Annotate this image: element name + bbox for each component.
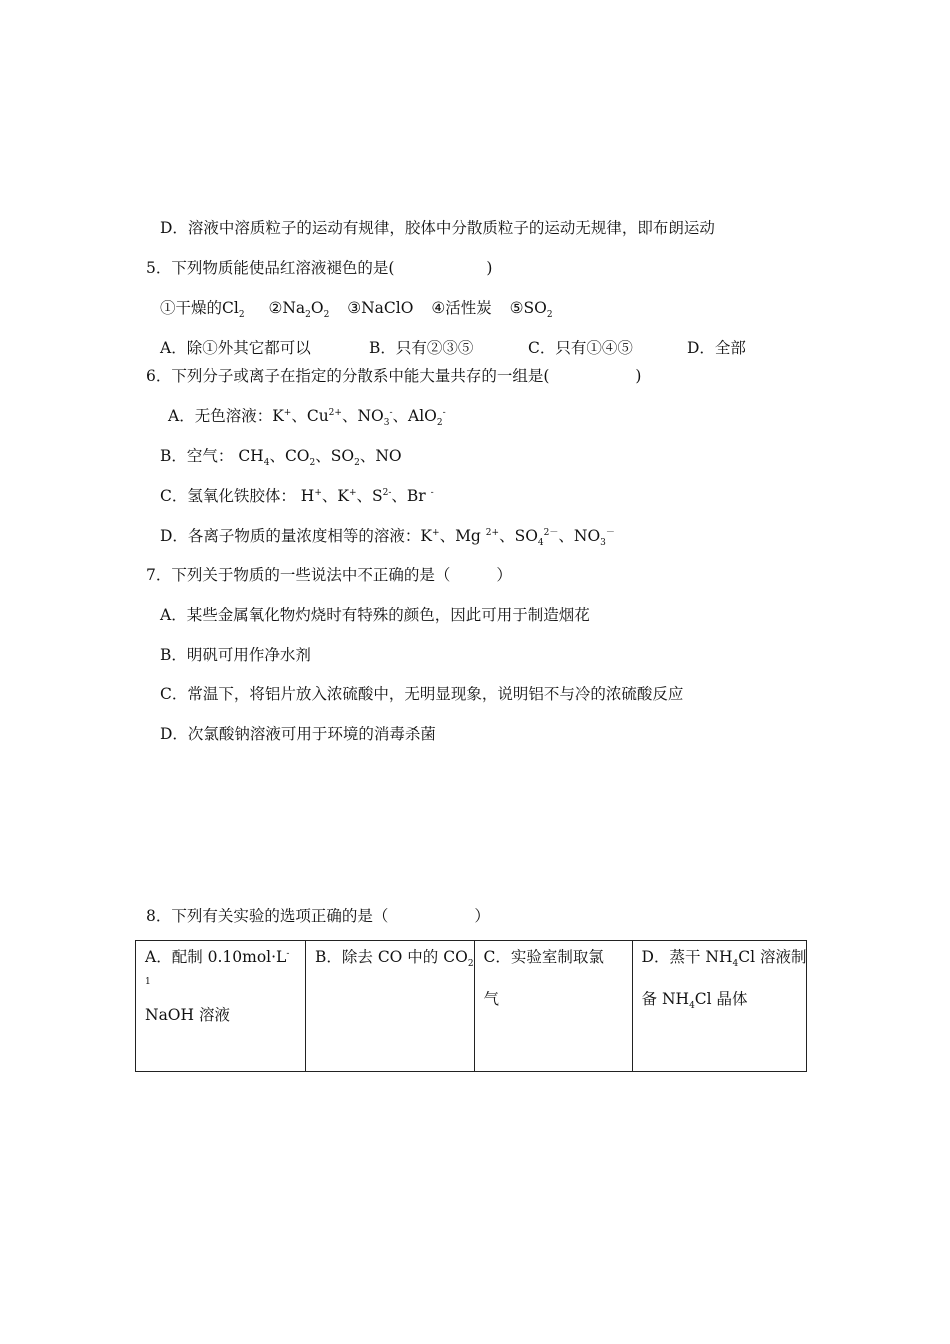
- q7-option-d: D．次氯酸钠溶液可用于环境的消毒杀菌: [160, 725, 436, 743]
- q6-option-d: D．各离子物质的量浓度相等的溶液：K+、Mg $^{2+}$、$SO_4^{2-}$、$NO_3^-$: [160, 527, 615, 549]
- q5-item-4: ④活性炭: [431, 299, 492, 317]
- q5-paren-close: ): [486, 259, 493, 277]
- q7-stem-text: 7．下列关于物质的一些说法中不正确的是（: [146, 566, 451, 584]
- q6-paren-close: ): [635, 367, 642, 385]
- q6-stem: [146, 366, 641, 386]
- q8-stem: [146, 906, 490, 926]
- q8-paren-close: ）: [474, 907, 490, 925]
- q5-option-d: D．全部: [687, 339, 746, 357]
- q4-option-d: D．溶液中溶质粒子的运动有规律，胶体中分散质粒子的运动无规律，即布朗运动: [160, 219, 715, 237]
- q5-option-c: C．只有①④⑤: [528, 339, 633, 357]
- q7-option-c: C．常温下，将铝片放入浓硫酸中，无明显现象，说明铝不与冷的浓硫酸反应: [160, 685, 684, 703]
- q6-option-b: B．空气： $CH_4$、$CO_2$、$SO_2$、NO: [160, 447, 402, 469]
- q5-item-2: $②Na_2O_2$: [268, 299, 330, 321]
- q5-item-5: $⑤SO_2$: [509, 299, 553, 321]
- q6-stem-text: 6．下列分子或离子在指定的分散系中能大量共存的一组是(: [146, 367, 550, 385]
- q5-items: [160, 298, 553, 321]
- q8-cell-a: A．配制 0.10mol·L- 1 NaOH 溶液: [136, 941, 306, 1072]
- q5-item-3: ③NaClO: [347, 299, 414, 317]
- q8-stem-text: 8．下列有关实验的选项正确的是（: [146, 907, 389, 925]
- q7-stem: [146, 565, 512, 585]
- q5-stem-text: 5．下列物质能使品红溶液褪色的是(: [146, 259, 395, 277]
- q8-cell-d: D．蒸干 $NH_4Cl$ 溶液制 备 $NH_4Cl$ 晶体: [632, 941, 807, 1072]
- q8-cell-c: C．实验室制取氯 气: [474, 941, 632, 1072]
- q5-option-a: A．除①外其它都可以: [160, 339, 311, 357]
- q6-option-c: C．氢氧化铁胶体： H+、K+、$S^{2-}$、Br -: [160, 487, 434, 505]
- q8-options-table: [135, 940, 807, 1072]
- q5-option-b: B．只有②③⑤: [369, 339, 474, 357]
- q7-option-a: A．某些金属氧化物灼烧时有特殊的颜色，因此可用于制造烟花: [160, 606, 590, 624]
- q5-item-1: ①干燥的$Cl_2$: [160, 299, 245, 321]
- q7-option-b: B．明矾可用作净水剂: [160, 646, 311, 664]
- q5-stem: [146, 258, 492, 278]
- q6-option-a: A．无色溶液：K+、$Cu^{2+}$、$NO_3^-$、AlO$_2$-: [168, 407, 446, 429]
- q8-cell-b: B．除去 CO 中的 $CO_2$: [306, 941, 475, 1072]
- q7-paren-close: ）: [496, 566, 512, 584]
